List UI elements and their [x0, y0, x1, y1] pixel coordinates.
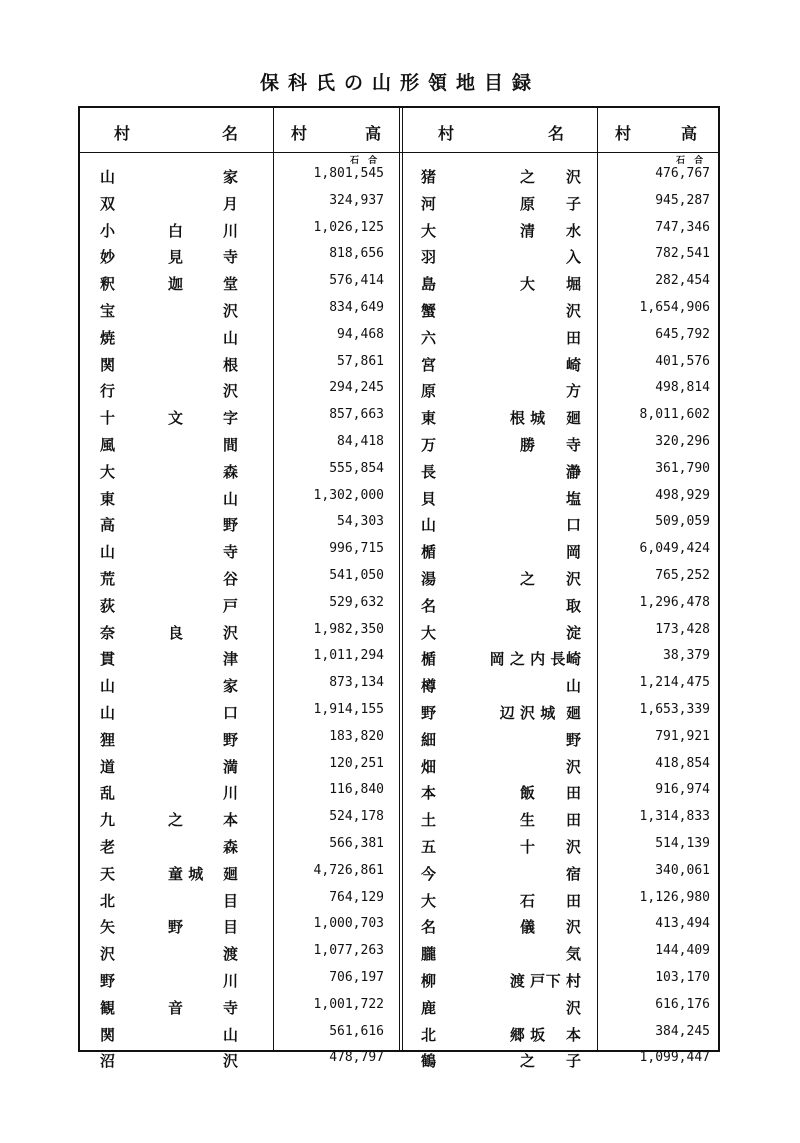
village-name-part: 宿: [565, 864, 581, 883]
yield-value: 4,726,861: [313, 862, 384, 878]
village-name-part: 沢: [565, 757, 581, 776]
village-name-part: 渡: [223, 945, 239, 964]
village-name-part: 山: [100, 704, 116, 722]
table-row: [80, 646, 718, 670]
village-name-part: 廻: [565, 409, 581, 428]
village-name-part: 野: [100, 972, 116, 990]
yield-value: 561,616: [329, 1023, 384, 1039]
village-name-part: 沢: [565, 998, 581, 1017]
yield-value: 320,296: [655, 434, 710, 449]
yield-value: 54,303: [337, 514, 384, 530]
village-name-part: 沢: [565, 918, 581, 937]
yield-value: 116,840: [329, 782, 384, 798]
village-name-part: 老: [100, 838, 116, 856]
yield-value: 524,178: [329, 809, 384, 825]
yield-value: 616,176: [655, 996, 710, 1012]
village-name-part: 下 村: [545, 972, 581, 990]
village-name-part: 石: [519, 891, 535, 910]
village-name-part: 沼: [100, 1052, 116, 1071]
yield-value: 1,296,478: [639, 594, 710, 610]
table-row: [80, 1048, 718, 1072]
yield-value: 576,414: [329, 273, 384, 289]
village-name-part: 北: [100, 891, 116, 910]
village-name-part: 大: [421, 221, 437, 240]
village-name-part: 戸: [223, 596, 239, 615]
table-row: [80, 700, 718, 724]
village-name-part: 水: [565, 221, 581, 240]
unit-label: 石 合: [676, 156, 707, 166]
village-name-part: 口: [565, 516, 581, 535]
village-name-part: 沢: [565, 302, 581, 320]
table-row: [80, 486, 718, 510]
village-name-part: 寺: [223, 248, 239, 267]
village-name-part: 崎: [565, 650, 581, 669]
village-name-part: 山: [100, 543, 116, 562]
village-name-part: 野: [223, 730, 239, 749]
table-row: [80, 271, 718, 295]
header-village-name: [402, 108, 597, 152]
village-name-part: 音: [168, 998, 184, 1017]
table-row: [80, 191, 718, 215]
yield-value: 103,170: [655, 970, 710, 985]
yield-value: 94,468: [337, 326, 384, 342]
village-name-part: 沢: [223, 623, 239, 642]
village-name-part: 良: [168, 623, 184, 642]
header-text: 村: [438, 124, 455, 143]
village-name-part: 沢: [223, 382, 239, 401]
village-name-part: 荒: [100, 570, 116, 588]
village-name-part: 島: [421, 275, 437, 294]
yield-value: 916,974: [655, 782, 710, 798]
village-name-part: 高: [100, 516, 116, 535]
table-row: [80, 968, 718, 992]
header-rule: [80, 152, 718, 153]
yield-value: 818,656: [329, 246, 384, 262]
yield-value: 384,245: [655, 1023, 710, 1039]
yield-value: 1,077,263: [313, 943, 384, 959]
village-name-part: 気: [565, 945, 581, 964]
village-name-part: 東: [100, 489, 116, 508]
yield-value: 1,099,447: [639, 1050, 710, 1066]
village-name-part: 名: [421, 596, 437, 615]
table-row: [80, 593, 718, 617]
village-name-part: 観: [100, 998, 116, 1017]
village-name-part: 釈: [100, 275, 116, 294]
yield-value: 706,197: [329, 970, 384, 985]
yield-value: 120,251: [329, 755, 384, 771]
header-text: 高: [365, 124, 382, 143]
village-name-part: 津: [223, 650, 239, 669]
header-village-name: [80, 108, 273, 152]
village-name-part: 田: [565, 811, 581, 830]
village-name-part: 双: [100, 194, 116, 213]
village-name-part: 寺: [223, 998, 239, 1017]
village-name-part: 野: [223, 516, 239, 535]
yield-value: 857,663: [329, 407, 384, 423]
village-name-part: 野: [565, 730, 581, 749]
table-row: [80, 566, 718, 590]
yield-value: 566,381: [329, 836, 384, 851]
village-name-part: 関: [100, 1025, 116, 1044]
village-name-part: 郷 坂: [509, 1025, 546, 1044]
village-name-part: 山: [100, 677, 116, 696]
table-row: [80, 459, 718, 483]
yield-value: 1,026,125: [313, 219, 384, 235]
village-name-part: 川: [223, 784, 239, 803]
village-name-part: 飯: [519, 784, 535, 803]
table-row: [80, 914, 718, 938]
yield-value: 1,914,155: [313, 702, 384, 717]
yield-value: 1,000,703: [313, 916, 384, 932]
village-name-part: 子: [565, 1052, 581, 1071]
yield-value: 478,797: [329, 1050, 384, 1066]
village-name-part: 堂: [223, 275, 239, 294]
yield-value: 401,576: [655, 353, 710, 369]
yield-value: 791,921: [655, 728, 710, 744]
table-row: [80, 325, 718, 349]
header-text: 高: [681, 124, 698, 143]
yield-value: 555,854: [329, 460, 384, 476]
village-name-part: 月: [223, 194, 239, 213]
village-name-part: 沢: [565, 838, 581, 856]
table-row: [80, 888, 718, 912]
yield-value: 173,428: [655, 621, 710, 637]
village-name-part: 塩: [565, 489, 581, 508]
yield-value: 834,649: [329, 300, 384, 315]
village-name-part: 迦: [168, 275, 184, 294]
village-name-part: 東: [421, 409, 437, 428]
village-name-part: 取: [565, 596, 581, 615]
yield-value: 498,814: [655, 380, 710, 396]
village-name-part: 森: [223, 838, 239, 856]
village-name-part: 之: [519, 168, 535, 186]
village-name-part: 方: [565, 382, 581, 401]
village-name-part: 天: [100, 864, 116, 883]
village-name-part: 廻: [565, 704, 581, 722]
village-name-part: 森: [223, 462, 239, 481]
table-row: [80, 512, 718, 536]
yield-value: 764,129: [329, 889, 384, 905]
yield-value: 529,632: [329, 594, 384, 610]
village-name-part: 目: [223, 918, 239, 937]
village-name-part: 子: [565, 194, 581, 213]
village-name-part: 之: [168, 811, 184, 830]
village-name-part: 貝: [421, 489, 437, 508]
village-name-part: 柳: [421, 972, 437, 990]
table-row: [80, 995, 718, 1019]
table-row: [80, 727, 718, 751]
village-name-part: 入: [565, 248, 581, 267]
yield-value: 183,820: [329, 728, 384, 744]
village-name-part: 寺: [565, 436, 581, 454]
village-name-part: 沢: [565, 570, 581, 588]
village-name-part: 田: [565, 784, 581, 803]
header-village-yield: [273, 108, 399, 152]
village-name-part: 矢: [100, 918, 116, 937]
village-name-part: 本: [421, 784, 437, 803]
yield-value: 6,049,424: [639, 541, 710, 557]
yield-value: 324,937: [329, 192, 384, 208]
yield-value: 1,011,294: [313, 648, 384, 664]
yield-value: 645,792: [655, 326, 710, 342]
table-row: [80, 352, 718, 376]
village-name-part: 岡: [565, 543, 581, 562]
table-row: [80, 164, 718, 188]
village-name-part: 羽: [421, 248, 437, 267]
village-yield-table: [78, 106, 720, 1071]
village-name-part: 之: [519, 570, 535, 588]
village-name-part: 満: [223, 757, 239, 776]
yield-value: 873,134: [329, 675, 384, 691]
table-row: [80, 539, 718, 563]
village-name-part: 原: [421, 382, 437, 401]
village-name-part: 本: [223, 811, 239, 830]
village-name-part: 辺 沢 城: [499, 704, 556, 722]
table-row: [80, 405, 718, 429]
village-name-part: 山: [223, 328, 239, 347]
yield-value: 38,379: [663, 648, 710, 664]
village-name-part: 六: [421, 328, 437, 347]
village-name-part: 名: [421, 918, 437, 937]
header-village-yield: [597, 108, 718, 152]
header-text: 村: [291, 124, 308, 143]
village-name-part: 家: [223, 168, 239, 186]
village-name-part: 荻: [100, 596, 116, 615]
yield-value: 1,801,545: [313, 166, 384, 181]
village-name-part: 淀: [565, 623, 581, 642]
yield-value: 361,790: [655, 460, 710, 476]
village-name-part: 見: [168, 248, 184, 267]
yield-value: 413,494: [655, 916, 710, 932]
village-name-part: 沢: [565, 168, 581, 186]
yield-value: 514,139: [655, 836, 710, 851]
village-name-part: 目: [223, 891, 239, 910]
village-name-part: 山: [223, 489, 239, 508]
village-name-part: 猪: [421, 168, 437, 186]
village-name-part: 字: [223, 409, 239, 428]
village-name-part: 鶴: [421, 1052, 437, 1071]
yield-value: 1,214,475: [639, 675, 710, 691]
table-row: [80, 432, 718, 456]
village-name-part: 儀: [519, 918, 535, 937]
village-name-part: 白: [168, 221, 184, 240]
village-name-part: 山: [421, 516, 437, 535]
village-name-part: 童 城: [168, 864, 204, 883]
village-name-part: 岡 之 内 長: [489, 650, 566, 669]
yield-value: 996,715: [329, 541, 384, 557]
village-name-part: 口: [223, 704, 239, 722]
village-name-part: 乱: [100, 784, 116, 803]
yield-value: 1,653,339: [639, 702, 710, 717]
village-name-part: 田: [565, 891, 581, 910]
village-name-part: 五: [421, 838, 437, 856]
yield-value: 340,061: [655, 862, 710, 878]
village-name-part: 万: [421, 436, 437, 454]
village-name-part: 宮: [421, 355, 437, 374]
village-name-part: 山: [565, 677, 581, 696]
village-name-part: 十: [100, 409, 116, 428]
village-name-part: 沢: [223, 302, 239, 320]
village-name-part: 勝: [519, 436, 535, 454]
yield-value: 782,541: [655, 246, 710, 262]
table-row: [80, 1022, 718, 1046]
header-text: 村: [114, 124, 131, 143]
yield-value: 476,767: [655, 166, 710, 181]
table-row: [80, 754, 718, 778]
village-name-part: 行: [100, 382, 116, 401]
village-name-part: 道: [100, 757, 116, 776]
village-name-part: 原: [519, 194, 535, 213]
village-name-part: 川: [223, 221, 239, 240]
yield-value: 509,059: [655, 514, 710, 530]
village-name-part: 蟹: [421, 302, 437, 320]
village-name-part: 細: [421, 730, 437, 749]
village-name-part: 北: [421, 1025, 437, 1044]
village-name-part: 楯: [421, 650, 437, 669]
village-name-part: 大: [421, 623, 437, 642]
village-name-part: 渡 戸: [509, 972, 546, 990]
village-name-part: 之: [519, 1052, 535, 1071]
village-name-part: 沢: [100, 945, 116, 964]
village-name-part: 根 城: [509, 409, 546, 428]
yield-value: 1,654,906: [639, 300, 710, 315]
village-name-part: 宝: [100, 302, 116, 320]
village-name-part: 堀: [565, 275, 581, 294]
village-name-part: 生: [519, 811, 535, 830]
village-name-part: 長: [421, 462, 437, 481]
village-name-part: 崎: [565, 355, 581, 374]
village-name-part: 廻: [223, 864, 239, 883]
village-name-part: 狸: [100, 730, 116, 749]
village-name-part: 田: [565, 328, 581, 347]
village-name-part: 瀞: [565, 462, 581, 481]
village-name-part: 川: [223, 972, 239, 990]
yield-value: 1,126,980: [639, 889, 710, 905]
village-name-part: 家: [223, 677, 239, 696]
village-name-part: 清: [519, 221, 535, 240]
table-row: [80, 941, 718, 965]
yield-value: 747,346: [655, 219, 710, 235]
page-title: 保科氏の山形領地目録: [259, 72, 540, 94]
village-name-part: 畑: [421, 757, 437, 776]
table-row: [80, 807, 718, 831]
yield-value: 945,287: [655, 192, 710, 208]
table-row: [80, 673, 718, 697]
village-name-part: 谷: [223, 570, 239, 588]
village-name-part: 間: [223, 436, 239, 454]
yield-value: 282,454: [655, 273, 710, 289]
header-text: 名: [222, 124, 239, 143]
village-name-part: 関: [100, 355, 116, 374]
table-row: [80, 620, 718, 644]
village-name-part: 小: [100, 221, 116, 240]
village-name-part: 湯: [421, 570, 437, 588]
yield-value: 1,314,833: [639, 809, 710, 825]
village-name-part: 河: [421, 194, 437, 213]
village-name-part: 寺: [223, 543, 239, 562]
village-name-part: 野: [168, 918, 184, 937]
village-name-part: 文: [168, 409, 184, 428]
unit-label: 石 合: [350, 156, 381, 166]
village-name-part: 土: [421, 811, 437, 830]
header-text: 村: [615, 124, 632, 143]
table-row: [80, 861, 718, 885]
yield-value: 57,861: [337, 353, 384, 369]
table-row: [80, 244, 718, 268]
village-name-part: 樽: [421, 677, 437, 696]
village-name-part: 妙: [100, 248, 116, 267]
yield-value: 765,252: [655, 568, 710, 583]
village-name-part: 十: [519, 838, 535, 856]
village-name-part: 野: [421, 704, 437, 722]
yield-value: 541,050: [329, 568, 384, 583]
village-name-part: 大: [100, 462, 116, 481]
village-name-part: 風: [100, 436, 116, 454]
yield-value: 1,001,722: [313, 996, 384, 1012]
table-row: [80, 378, 718, 402]
village-name-part: 楯: [421, 543, 437, 562]
village-name-part: 本: [565, 1025, 581, 1044]
table-row: [80, 834, 718, 858]
village-name-part: 奈: [100, 623, 116, 642]
table-row: [80, 218, 718, 242]
village-name-part: 九: [100, 811, 116, 830]
village-name-part: 焼: [100, 328, 116, 347]
yield-value: 1,302,000: [313, 487, 384, 503]
yield-value: 1,982,350: [313, 621, 384, 637]
village-name-part: 今: [421, 864, 437, 883]
yield-value: 498,929: [655, 487, 710, 503]
village-name-part: 根: [223, 355, 239, 374]
village-name-part: 大: [421, 891, 437, 910]
yield-value: 144,409: [655, 943, 710, 959]
yield-value: 8,011,602: [639, 407, 710, 423]
village-name-part: 鹿: [421, 998, 437, 1017]
village-name-part: 大: [519, 275, 535, 294]
table-row: [80, 780, 718, 804]
yield-value: 294,245: [329, 380, 384, 396]
table-row: [80, 298, 718, 322]
header-text: 名: [548, 124, 565, 143]
village-name-part: 山: [100, 168, 116, 186]
yield-value: 84,418: [337, 434, 384, 449]
village-name-part: 山: [223, 1025, 239, 1044]
yield-value: 418,854: [655, 755, 710, 771]
village-name-part: 貫: [100, 650, 116, 669]
village-name-part: 朧: [421, 945, 437, 964]
village-name-part: 沢: [223, 1052, 239, 1071]
